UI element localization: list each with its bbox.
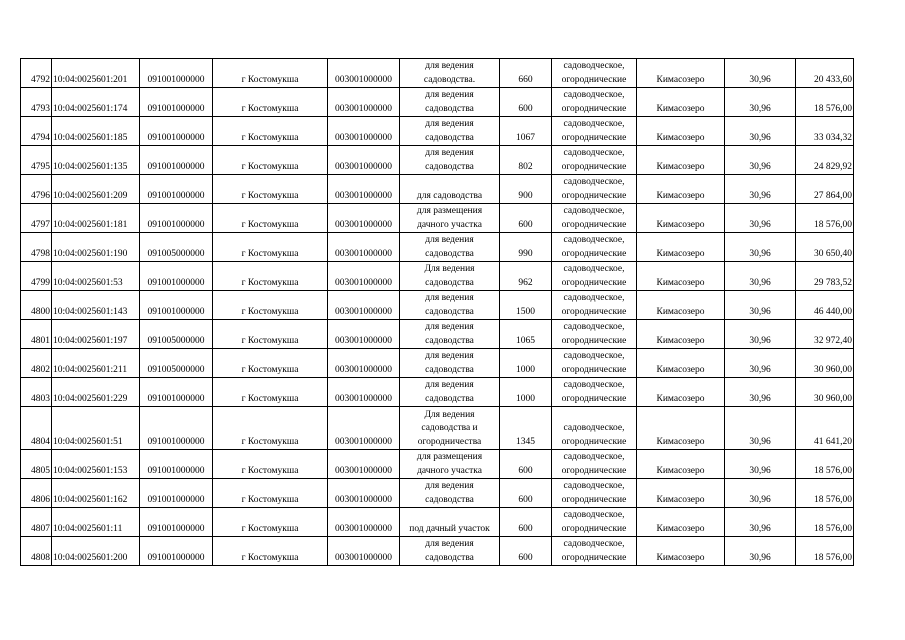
land-category-line: садоводческое,	[563, 177, 625, 187]
land-category-line: огороднические	[561, 465, 627, 476]
table-row	[21, 262, 854, 291]
row-number-cell: 4800	[21, 291, 52, 320]
permitted-use-line: для ведения	[425, 481, 474, 491]
okato-code-cell: 091001000000	[140, 508, 213, 537]
land-category-cell	[552, 175, 637, 204]
okato-code-cell: 091001000000	[140, 117, 213, 146]
row-number-cell: 4803	[21, 378, 52, 407]
permitted-use-line: садоводства	[425, 335, 474, 346]
row-number-cell: 4807	[21, 508, 52, 537]
table-row	[21, 320, 854, 349]
rate-cell: 30,96	[725, 378, 796, 407]
land-category-line: садоводческое,	[563, 293, 625, 303]
permitted-use-line: садоводства	[425, 103, 474, 114]
permitted-use-line: для ведения	[425, 351, 474, 361]
rate-cell: 30,96	[725, 537, 796, 566]
cadastral-number-cell: 10:04:0025601:135	[52, 146, 140, 175]
row-number-cell: 4799	[21, 262, 52, 291]
area-cell: 900	[500, 175, 552, 204]
area-cell: 600	[500, 508, 552, 537]
cadastral-value-cell: 46 440,00	[796, 291, 854, 320]
row-number-cell: 4805	[21, 450, 52, 479]
oktmo-code-cell: 003001000000	[328, 349, 400, 378]
table-row	[21, 233, 854, 262]
row-number-cell: 4801	[21, 320, 52, 349]
permitted-use-line: для садоводства	[416, 190, 483, 201]
oktmo-code-cell: 003001000000	[328, 88, 400, 117]
land-category-line: огороднические	[561, 219, 627, 230]
city-cell: г Костомукша	[213, 378, 328, 407]
location-cell: Кимасозеро	[637, 146, 725, 175]
oktmo-code-cell: 003001000000	[328, 320, 400, 349]
cadastral-number-cell: 10:04:0025601:201	[52, 59, 140, 88]
table-row	[21, 204, 854, 233]
permitted-use-line: садоводства	[425, 364, 474, 375]
row-number-cell: 4796	[21, 175, 52, 204]
table-row	[21, 175, 854, 204]
rate-cell: 30,96	[725, 233, 796, 262]
cadastral-value-cell: 18 576,00	[796, 479, 854, 508]
land-category-cell	[552, 508, 637, 537]
oktmo-code-cell: 003001000000	[328, 450, 400, 479]
permitted-use-line: садоводства	[425, 306, 474, 317]
permitted-use-cell	[400, 291, 500, 320]
permitted-use-line: дачного участка	[417, 219, 482, 230]
okato-code-cell: 091001000000	[140, 204, 213, 233]
land-category-line: огороднические	[561, 132, 627, 143]
land-category-line: садоводческое,	[563, 90, 625, 100]
area-cell: 1000	[500, 349, 552, 378]
permitted-use-cell	[400, 117, 500, 146]
land-category-line: огороднические	[561, 74, 627, 85]
permitted-use-cell	[400, 349, 500, 378]
cadastral-value-cell: 18 576,00	[796, 450, 854, 479]
cadastral-number-cell: 10:04:0025601:185	[52, 117, 140, 146]
land-category-line: садоводческое,	[563, 380, 625, 390]
area-cell: 600	[500, 204, 552, 233]
area-cell: 962	[500, 262, 552, 291]
permitted-use-line: садоводства	[425, 248, 474, 259]
permitted-use-line: для ведения	[425, 148, 474, 158]
table-row	[21, 378, 854, 407]
permitted-use-cell	[400, 508, 500, 537]
permitted-use-cell	[400, 320, 500, 349]
cadastral-value-cell: 18 576,00	[796, 88, 854, 117]
cadastral-number-cell: 10:04:0025601:200	[52, 537, 140, 566]
permitted-use-line: под дачный участок	[409, 523, 490, 534]
cadastral-value-cell: 33 034,32	[796, 117, 854, 146]
okato-code-cell: 091001000000	[140, 291, 213, 320]
city-cell: г Костомукша	[213, 479, 328, 508]
land-category-line: садоводческое,	[563, 148, 625, 158]
land-category-line: садоводческое,	[563, 539, 625, 549]
permitted-use-line: Для ведения	[424, 264, 475, 274]
row-number-cell: 4802	[21, 349, 52, 378]
city-cell: г Костомукша	[213, 59, 328, 88]
land-category-line: садоводческое,	[563, 235, 625, 245]
location-cell: Кимасозеро	[637, 320, 725, 349]
okato-code-cell: 091001000000	[140, 175, 213, 204]
permitted-use-line: дачного участка	[417, 465, 482, 476]
cadastral-value-cell: 27 864,00	[796, 175, 854, 204]
land-category-cell	[552, 233, 637, 262]
rate-cell: 30,96	[725, 320, 796, 349]
permitted-use-cell	[400, 175, 500, 204]
land-category-line: огороднические	[561, 190, 627, 201]
permitted-use-line: для ведения	[425, 322, 474, 332]
location-cell: Кимасозеро	[637, 508, 725, 537]
table-row	[21, 146, 854, 175]
permitted-use-line: садоводства	[425, 277, 474, 288]
oktmo-code-cell: 003001000000	[328, 233, 400, 262]
permitted-use-cell	[400, 378, 500, 407]
land-category-cell	[552, 407, 637, 450]
cadastral-value-cell: 41 641,20	[796, 407, 854, 450]
table-row	[21, 537, 854, 566]
land-category-cell	[552, 88, 637, 117]
okato-code-cell: 091001000000	[140, 146, 213, 175]
location-cell: Кимасозеро	[637, 349, 725, 378]
city-cell: г Костомукша	[213, 320, 328, 349]
location-cell: Кимасозеро	[637, 175, 725, 204]
permitted-use-line: огородничества	[417, 436, 482, 447]
cadastral-value-cell: 29 783,52	[796, 262, 854, 291]
oktmo-code-cell: 003001000000	[328, 146, 400, 175]
land-category-line: садоводческое,	[563, 481, 625, 491]
city-cell: г Костомукша	[213, 88, 328, 117]
row-number-cell: 4794	[21, 117, 52, 146]
row-number-cell: 4806	[21, 479, 52, 508]
rate-cell: 30,96	[725, 291, 796, 320]
location-cell: Кимасозеро	[637, 291, 725, 320]
rate-cell: 30,96	[725, 479, 796, 508]
okato-code-cell: 091001000000	[140, 88, 213, 117]
city-cell: г Костомукша	[213, 233, 328, 262]
land-category-line: огороднические	[561, 552, 627, 563]
permitted-use-line: для размещения	[416, 452, 483, 462]
oktmo-code-cell: 003001000000	[328, 407, 400, 450]
area-cell: 600	[500, 479, 552, 508]
land-category-line: огороднические	[561, 436, 627, 447]
oktmo-code-cell: 003001000000	[328, 508, 400, 537]
area-cell: 600	[500, 88, 552, 117]
permitted-use-cell	[400, 537, 500, 566]
city-cell: г Костомукша	[213, 204, 328, 233]
permitted-use-cell	[400, 88, 500, 117]
land-category-line: огороднические	[561, 306, 627, 317]
permitted-use-line: Для ведения	[424, 409, 475, 420]
permitted-use-line: для ведения	[425, 380, 474, 390]
table-row	[21, 479, 854, 508]
location-cell: Кимасозеро	[637, 117, 725, 146]
rate-cell: 30,96	[725, 450, 796, 479]
okato-code-cell: 091001000000	[140, 378, 213, 407]
land-category-cell	[552, 378, 637, 407]
location-cell: Кимасозеро	[637, 262, 725, 291]
permitted-use-cell	[400, 407, 500, 450]
rate-cell: 30,96	[725, 59, 796, 88]
city-cell: г Костомукша	[213, 117, 328, 146]
cadastral-value-cell: 30 960,00	[796, 378, 854, 407]
okato-code-cell: 091001000000	[140, 479, 213, 508]
okato-code-cell: 091005000000	[140, 349, 213, 378]
permitted-use-line: садоводства и	[421, 423, 478, 433]
land-category-cell	[552, 204, 637, 233]
cadastral-number-cell: 10:04:0025601:153	[52, 450, 140, 479]
area-cell: 1067	[500, 117, 552, 146]
row-number-cell: 4808	[21, 537, 52, 566]
location-cell: Кимасозеро	[637, 204, 725, 233]
permitted-use-cell	[400, 146, 500, 175]
land-plots-table	[20, 58, 854, 566]
land-category-cell	[552, 146, 637, 175]
land-category-cell	[552, 320, 637, 349]
table-row	[21, 450, 854, 479]
area-cell: 802	[500, 146, 552, 175]
land-category-line: садоводческое,	[563, 452, 625, 462]
permitted-use-line: садоводства	[425, 393, 474, 404]
permitted-use-line: для ведения	[425, 539, 474, 549]
okato-code-cell: 091005000000	[140, 233, 213, 262]
row-number-cell: 4792	[21, 59, 52, 88]
land-category-cell	[552, 117, 637, 146]
table-row	[21, 291, 854, 320]
cadastral-value-cell: 18 576,00	[796, 508, 854, 537]
rate-cell: 30,96	[725, 88, 796, 117]
land-category-line: садоводческое,	[563, 510, 625, 520]
rate-cell: 30,96	[725, 117, 796, 146]
oktmo-code-cell: 003001000000	[328, 262, 400, 291]
rate-cell: 30,96	[725, 349, 796, 378]
oktmo-code-cell: 003001000000	[328, 59, 400, 88]
cadastral-number-cell: 10:04:0025601:11	[52, 508, 140, 537]
land-category-line: садоводческое,	[563, 351, 625, 361]
city-cell: г Костомукша	[213, 537, 328, 566]
land-category-line: садоводческое,	[563, 423, 625, 433]
permitted-use-cell	[400, 450, 500, 479]
cadastral-value-cell: 30 650,40	[796, 233, 854, 262]
table-row	[21, 88, 854, 117]
land-category-line: садоводческое,	[563, 264, 625, 274]
land-category-line: огороднические	[561, 523, 627, 534]
cadastral-number-cell: 10:04:0025601:51	[52, 407, 140, 450]
cadastral-value-cell: 18 576,00	[796, 537, 854, 566]
okato-code-cell: 091001000000	[140, 537, 213, 566]
land-category-line: огороднические	[561, 103, 627, 114]
land-category-cell	[552, 349, 637, 378]
rate-cell: 30,96	[725, 508, 796, 537]
permitted-use-line: для ведения	[425, 61, 474, 71]
oktmo-code-cell: 003001000000	[328, 291, 400, 320]
land-category-cell	[552, 262, 637, 291]
table-row	[21, 117, 854, 146]
city-cell: г Костомукша	[213, 262, 328, 291]
oktmo-code-cell: 003001000000	[328, 537, 400, 566]
okato-code-cell: 091001000000	[140, 407, 213, 450]
row-number-cell: 4798	[21, 233, 52, 262]
land-category-cell	[552, 291, 637, 320]
city-cell: г Костомукша	[213, 407, 328, 450]
area-cell: 990	[500, 233, 552, 262]
location-cell: Кимасозеро	[637, 59, 725, 88]
rate-cell: 30,96	[725, 262, 796, 291]
land-category-line: огороднические	[561, 364, 627, 375]
permitted-use-cell	[400, 204, 500, 233]
city-cell: г Костомукша	[213, 450, 328, 479]
land-category-line: огороднические	[561, 494, 627, 505]
table-row	[21, 407, 854, 450]
location-cell: Кимасозеро	[637, 537, 725, 566]
permitted-use-line: садоводства.	[423, 74, 476, 85]
rate-cell: 30,96	[725, 146, 796, 175]
cadastral-number-cell: 10:04:0025601:197	[52, 320, 140, 349]
cadastral-value-cell: 32 972,40	[796, 320, 854, 349]
permitted-use-line: садоводства	[425, 494, 474, 505]
area-cell: 660	[500, 59, 552, 88]
land-category-line: огороднические	[561, 161, 627, 172]
land-category-line: огороднические	[561, 335, 627, 346]
location-cell: Кимасозеро	[637, 378, 725, 407]
location-cell: Кимасозеро	[637, 450, 725, 479]
city-cell: г Костомукша	[213, 508, 328, 537]
permitted-use-cell	[400, 59, 500, 88]
location-cell: Кимасозеро	[637, 88, 725, 117]
cadastral-value-cell: 18 576,00	[796, 204, 854, 233]
permitted-use-line: для ведения	[425, 90, 474, 100]
okato-code-cell: 091001000000	[140, 450, 213, 479]
cadastral-number-cell: 10:04:0025601:162	[52, 479, 140, 508]
row-number-cell: 4793	[21, 88, 52, 117]
land-category-line: садоводческое,	[563, 206, 625, 216]
okato-code-cell: 091005000000	[140, 320, 213, 349]
cadastral-number-cell: 10:04:0025601:181	[52, 204, 140, 233]
oktmo-code-cell: 003001000000	[328, 378, 400, 407]
permitted-use-line: для ведения	[425, 119, 474, 129]
table-row	[21, 59, 854, 88]
cadastral-value-cell: 20 433,60	[796, 59, 854, 88]
land-category-cell	[552, 537, 637, 566]
land-category-line: садоводческое,	[563, 119, 625, 129]
table-row	[21, 349, 854, 378]
land-category-line: садоводческое,	[563, 322, 625, 332]
area-cell: 1345	[500, 407, 552, 450]
city-cell: г Костомукша	[213, 349, 328, 378]
cadastral-number-cell: 10:04:0025601:53	[52, 262, 140, 291]
location-cell: Кимасозеро	[637, 479, 725, 508]
location-cell: Кимасозеро	[637, 407, 725, 450]
area-cell: 600	[500, 450, 552, 479]
permitted-use-line: садоводства	[425, 161, 474, 172]
okato-code-cell: 091001000000	[140, 59, 213, 88]
city-cell: г Костомукша	[213, 175, 328, 204]
land-category-cell	[552, 479, 637, 508]
permitted-use-line: для размещения	[416, 206, 483, 216]
permitted-use-line: садоводства	[425, 132, 474, 143]
cadastral-number-cell: 10:04:0025601:229	[52, 378, 140, 407]
permitted-use-cell	[400, 479, 500, 508]
rate-cell: 30,96	[725, 204, 796, 233]
city-cell: г Костомукша	[213, 291, 328, 320]
permitted-use-line: садоводства	[425, 552, 474, 563]
city-cell: г Костомукша	[213, 146, 328, 175]
permitted-use-cell	[400, 262, 500, 291]
permitted-use-line: для ведения	[425, 293, 474, 303]
permitted-use-cell	[400, 233, 500, 262]
land-category-cell	[552, 59, 637, 88]
oktmo-code-cell: 003001000000	[328, 479, 400, 508]
cadastral-number-cell: 10:04:0025601:190	[52, 233, 140, 262]
oktmo-code-cell: 003001000000	[328, 117, 400, 146]
oktmo-code-cell: 003001000000	[328, 175, 400, 204]
area-cell: 1500	[500, 291, 552, 320]
area-cell: 600	[500, 537, 552, 566]
row-number-cell: 4795	[21, 146, 52, 175]
location-cell: Кимасозеро	[637, 233, 725, 262]
land-category-line: огороднические	[561, 277, 627, 288]
cadastral-number-cell: 10:04:0025601:211	[52, 349, 140, 378]
area-cell: 1000	[500, 378, 552, 407]
land-category-line: садоводческое,	[563, 61, 625, 71]
oktmo-code-cell: 003001000000	[328, 204, 400, 233]
land-category-line: огороднические	[561, 248, 627, 259]
rate-cell: 30,96	[725, 175, 796, 204]
rate-cell: 30,96	[725, 407, 796, 450]
permitted-use-line: для ведения	[425, 235, 474, 245]
cadastral-value-cell: 24 829,92	[796, 146, 854, 175]
cadastral-number-cell: 10:04:0025601:143	[52, 291, 140, 320]
cadastral-number-cell: 10:04:0025601:174	[52, 88, 140, 117]
table-row	[21, 508, 854, 537]
area-cell: 1065	[500, 320, 552, 349]
okato-code-cell: 091001000000	[140, 262, 213, 291]
cadastral-number-cell: 10:04:0025601:209	[52, 175, 140, 204]
row-number-cell: 4804	[21, 407, 52, 450]
row-number-cell: 4797	[21, 204, 52, 233]
cadastral-value-cell: 30 960,00	[796, 349, 854, 378]
land-category-cell	[552, 450, 637, 479]
land-category-line: огороднические	[561, 393, 627, 404]
